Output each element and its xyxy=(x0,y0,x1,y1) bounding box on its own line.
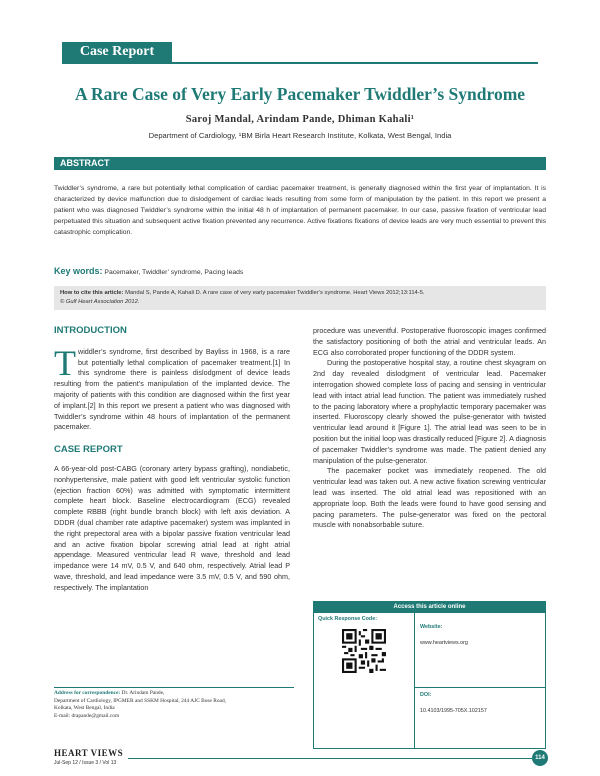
doi-label: DOI: xyxy=(420,692,432,698)
qr-label: Quick Response Code: xyxy=(318,616,378,622)
qr-code-icon[interactable] xyxy=(342,629,386,673)
dropcap: T xyxy=(54,342,76,383)
correspondence-name: Dr. Arindam Pande, xyxy=(121,690,165,696)
right-paragraph-2: During the postoperative hospital stay, a routine chest skyagram on 2nd day revealed dislodgment of ventricular lead. Pacemaker interrogation showed complete loss of pacing and sensing in ventricular lead with intact atrial lead function. The patient was immediately rushed to the pacing laboratory where a prophylactic temporary pacemaker was inserted. Fluoroscopy clearly showed the pulse-generator with twisted ventricular lead around it [Figure 1]. The atrial lead was seen to be in position but the initial loop was drastically reduced [Figure 2]. A diagnosis of pacemaker Twiddler’s syndrome was made. The patient denied any manipulation of the pulse-generator. xyxy=(313,358,546,465)
access-h-divider xyxy=(414,687,545,688)
citation-text: Mandal S, Pande A, Kahali D. A rare case of very early pacemaker Twiddler’s syndrome. Heart Views 2012;13:114-5. xyxy=(125,290,425,296)
citation-box xyxy=(54,286,546,310)
page-number: 114 xyxy=(532,750,548,766)
case-report-heading: CASE REPORT xyxy=(54,444,123,456)
footer-divider xyxy=(54,687,294,688)
right-column xyxy=(313,326,546,531)
correspondence-email[interactable]: E-mail: drapande@gmail.com xyxy=(54,712,120,719)
page-bar xyxy=(128,758,532,759)
right-paragraph-3: The pacemaker pocket was immediately reopened. The old ventricular lead was taken out. A new active fixation screwing ventricular lead was inserted. The old atrial lead was repositioned with an appropriate loop. Both the leads were found to have good sensing and pacing parameters. The pulse-generator was fixed on the pectoral muscle with nonabsorbable suture. xyxy=(313,466,546,530)
journal-name: HEART VIEWS xyxy=(54,748,124,758)
access-divider xyxy=(414,613,415,748)
left-column xyxy=(54,326,290,594)
article-title: A Rare Case of Very Early Pacemaker Twiddler’s Syndrome xyxy=(74,84,526,104)
citation-label: How to cite this article: xyxy=(60,290,124,296)
section-divider xyxy=(62,62,538,64)
authors: Saroj Mandal, Arindam Pande, Dhiman Kahali¹ xyxy=(185,114,415,125)
correspondence-line1: Department of Cardiology, IPGMER and SSKM Hospital, 244 AJC Bose Road, xyxy=(54,697,226,704)
access-box xyxy=(313,601,546,749)
copyright: © Gulf Heart Association 2012. xyxy=(60,299,140,305)
website-label: Website: xyxy=(420,624,443,630)
section-tab: Case Report xyxy=(62,42,172,62)
correspondence xyxy=(54,690,304,720)
keywords-text: Pacemaker, Twiddler’ syndrome, Pacing leads xyxy=(104,269,244,276)
intro-heading: INTRODUCTION xyxy=(54,325,127,336)
abstract-text: Twiddler’s syndrome, a rare but potentially lethal complication of cardiac pacemaker treatment, is generally diagnosed within the first year of implantation. It is characterized by device malfunction due to dislodgement of cardiac leads resulting from some form of manipulation by the patient. In this report we present a patient who was diagnosed Twiddler’s syndrome within the initial 48 h of implantation of permanent pacemaker. In our case, passive fixation of ventricular lead perpetuated this situation and subsequent active fixation prevented any recurrence. Active fixations fixations of device leads are very much essential to prevent this catastrophic complication. xyxy=(54,185,546,236)
website-link[interactable]: www.heartviews.org xyxy=(420,640,468,646)
issue-info: Jul-Sep 12 / Issue 3 / Vol 13 xyxy=(54,760,117,766)
affiliation: Department of Cardiology, ¹BM Birla Heart Research Institute, Kolkata, West Bengal, India xyxy=(148,131,452,140)
correspondence-label: Address for correspondence: xyxy=(54,690,121,696)
doi-link[interactable]: 10.4103/1995-705X.102157 xyxy=(420,708,487,714)
right-paragraph-1: procedure was uneventful. Postoperative fluoroscopic images confirmed the satisfactory positioning of both the atrial and ventricular leads. An ECG also corroborated proper functioning of the DDDR system. xyxy=(313,326,546,357)
access-heading: Access this article online xyxy=(314,602,545,613)
intro-paragraph: Twiddler’s syndrome, first described by Bayliss in 1968, is a rare but potentially lethal complication of pacemaker treatment.[1] In this syndrome there is painless dislodgment of device leads resulting from the patient’s manipulation of the implanted device. The majority of patients with this condition are diagnosed within the first year of implant.[2] In this report we present a patient who was diagnosed with Twiddler’s syndrome within 48 hours of implantation of the permanent pacemaker. xyxy=(54,342,290,432)
correspondence-line2: Kolkata, West Bengal, India xyxy=(54,705,115,711)
case-report-paragraph: A 66-year-old post-CABG (coronary artery bypass grafting), nondiabetic, nonhypertensive, male patient with good left ventricular systolic function (ejection fraction 60%) was admitted with symptomatic intermittent complete heart block. Baseline electrocardiogram (ECG) revealed complete RBBB (right bundle branch block) with left axis deviation. A DDDR (dual chamber rate adaptive pacemaker) system was implanted in the right prepectoral area with a bipolar passive fixation ventricular lead and an active fixation bipolar screwing atrial lead at right atrial appendage. Measured ventricular lead R wave, threshold and lead impedance were 14 mV, 0.5 V, and 640 ohm, respectively. Atrial lead P wave, threshold, and lead impedance were 3.5 mV, 0.5 V, and 590 ohm, respectively. The implantation xyxy=(54,463,290,592)
keywords xyxy=(54,266,546,276)
abstract-heading: ABSTRACT xyxy=(54,157,546,170)
keywords-label: Key words: xyxy=(54,266,103,276)
